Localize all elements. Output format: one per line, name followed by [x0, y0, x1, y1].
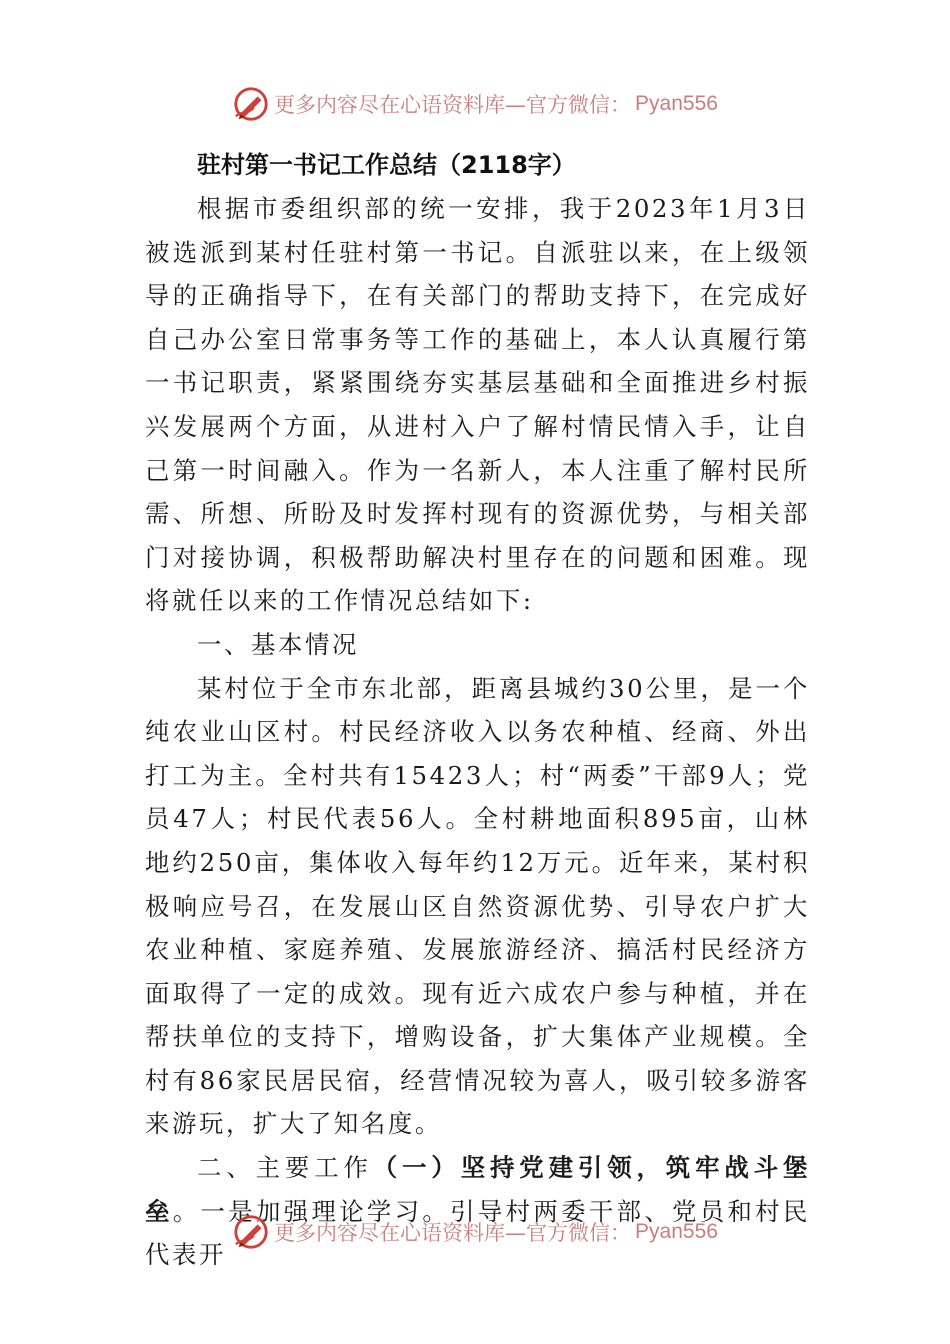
section-1-paragraph: 某村位于全市东北部，距离县城约30公里，是一个纯农业山区村。村民经济收入以务农种植、经商、外出打工为主。全村共有15423人；村“两委”干部9人；党员47人；村民代表56人。全村耕地面积895亩，山林地约250亩，集体收入每年约12万元。近年来，某村积极响应号召，在发展山区自然资源优势、引导农户扩大农业种植、家庭养殖、发展旅游经济、搞活村民经济方面取得了一定的成效。现有近六成农户参与种植，并在帮扶单位的支持下，增购设备，扩大集体产业规模。全村有86家民居民宿，经营情况较为喜人，吸引较多游客来游玩，扩大了知名度。	[145, 673, 810, 1139]
section-2-heading: 二、主要工作	[197, 1153, 373, 1183]
banner-wechat-id: Pyan556	[635, 92, 718, 115]
banner-text: 更多内容尽在心语资料库—官方微信：	[274, 93, 632, 117]
banner-wechat-id: Pyan556	[635, 1220, 718, 1243]
banner-text: 更多内容尽在心语资料库—官方微信：	[274, 1221, 632, 1245]
section-1-heading: 一、基本情况	[197, 629, 359, 659]
section-2-body-text: 一是加强理论学习。引导村两委干部、党员和村民代表开	[145, 1196, 811, 1270]
footer-watermark-banner	[0, 1210, 950, 1254]
document-body	[145, 143, 810, 1277]
pen-logo-icon	[232, 85, 270, 123]
document-title: 驻村第一书记工作总结（2118字）	[197, 151, 576, 179]
section-2-subheading-period: 。	[172, 1196, 201, 1226]
intro-paragraph: 根据市委组织部的统一安排，我于2023年1月3日被选派到某村任驻村第一书记。自派驻以来，在上级领导的正确指导下，在有关部门的帮助支持下，在完成好自己办公室日常事务等工作的基础上，本人认真履行第一书记职责，紧紧围绕夯实基层基础和全面推进乡村振兴发展两个方面，从进村入户了解村情民情入手，让自己第一时间融入。作为一名新人，本人注重了解村民所需、所想、所盼及时发挥村现有的资源优势，与相关部门对接协调，积极帮助解决村里存在的问题和困难。现将就任以来的工作情况总结如下:	[145, 194, 810, 616]
pen-logo-icon	[232, 1213, 270, 1251]
section-2-subheading: （一）坚持党建引领，筑牢战斗堡垒	[145, 1153, 810, 1226]
header-watermark-banner	[0, 82, 950, 126]
